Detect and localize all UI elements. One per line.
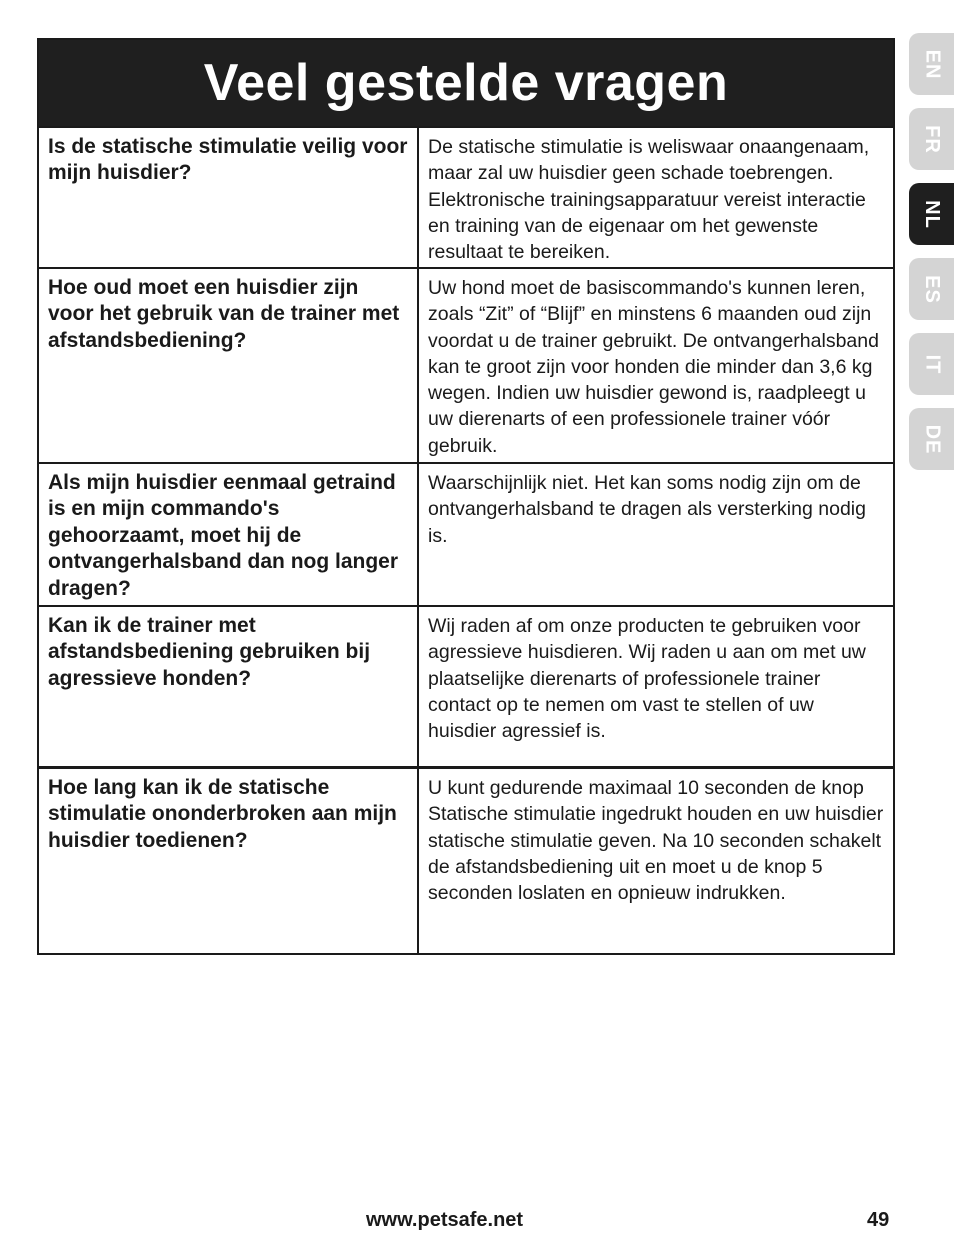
tab-label: ES: [921, 274, 943, 304]
tab-nl[interactable]: [909, 183, 954, 245]
page-number: 49: [867, 1209, 890, 1231]
faq-row: [39, 766, 893, 953]
faq-question: Kan ik de trainer met afstandsbediening gebruiken bij agressieve honden?: [39, 607, 419, 766]
faq-question: Als mijn huisdier eenmaal getraind is en mijn commando's gehoorzaamt, moet hij de ontvangerhalsband dan nog langer dragen?: [39, 464, 419, 605]
tab-en[interactable]: [909, 33, 954, 95]
faq-question: Hoe oud moet een huisdier zijn voor het gebruik van de trainer met afstandsbediening?: [39, 269, 419, 462]
tab-label: DE: [920, 424, 943, 454]
tab-label: IT: [921, 354, 943, 374]
tab-label: NL: [920, 199, 943, 229]
tab-it[interactable]: [909, 333, 954, 395]
faq-answer: Wij raden af om onze producten te gebruiken voor agressieve huisdieren. Wij raden u aan om met uw plaatselijke dierenarts of professionele trainer contact op te nemen om vast te stellen of uw huisdier agressief is.: [428, 615, 866, 743]
faq-answer: Uw hond moet de basiscommando's kunnen leren, zoals “Zit” of “Blijf” en minstens 6 maanden oud zijn voordat u de trainer gebruikt. De ontvangerhalsband kan te groot zijn voor honden die minder dan 3,6 kg wegen. Indien uw huisdier gewond is, raadpleegt u uw dierenarts of een professionele trainer vóór gebruik.: [428, 277, 879, 457]
faq-question: Is de statische stimulatie veilig voor mijn huisdier?: [39, 128, 419, 267]
faq-row: [39, 605, 893, 766]
faq-row: [39, 267, 893, 462]
faq-question: Hoe lang kan ik de statische stimulatie ononderbroken aan mijn huisdier toedienen?: [39, 769, 419, 953]
faq-row: [39, 462, 893, 605]
tab-fr[interactable]: [909, 108, 954, 170]
faq-answer: Waarschijnlijk niet. Het kan soms nodig zijn om de ontvangerhalsband te dragen als versterking nodig is.: [428, 472, 866, 547]
tab-de[interactable]: [909, 408, 954, 470]
tab-label: FR: [920, 124, 943, 154]
faq-row: [39, 128, 893, 267]
faq-answer: U kunt gedurende maximaal 10 seconden de knop Statische stimulatie ingedrukt houden en uw huisdier statische stimulatie geven. Na 10 seconden schakelt de afstandsbediening uit en moet u de knop 5 seconden loslaten en opnieuw indrukken.: [428, 777, 884, 905]
page-title: Veel gestelde vragen: [39, 40, 893, 128]
footer-url[interactable]: www.petsafe.net: [366, 1209, 524, 1231]
tab-label: EN: [920, 49, 943, 79]
tab-es[interactable]: [909, 258, 954, 320]
faq-table: [37, 38, 895, 955]
faq-answer: De statische stimulatie is weliswaar onaangenaam, maar zal uw huisdier geen schade toebrengen. Elektronische trainingsapparatuur vereist interactie en training van de eigenaar om het gewenste resultaat te bereiken.: [428, 136, 870, 264]
